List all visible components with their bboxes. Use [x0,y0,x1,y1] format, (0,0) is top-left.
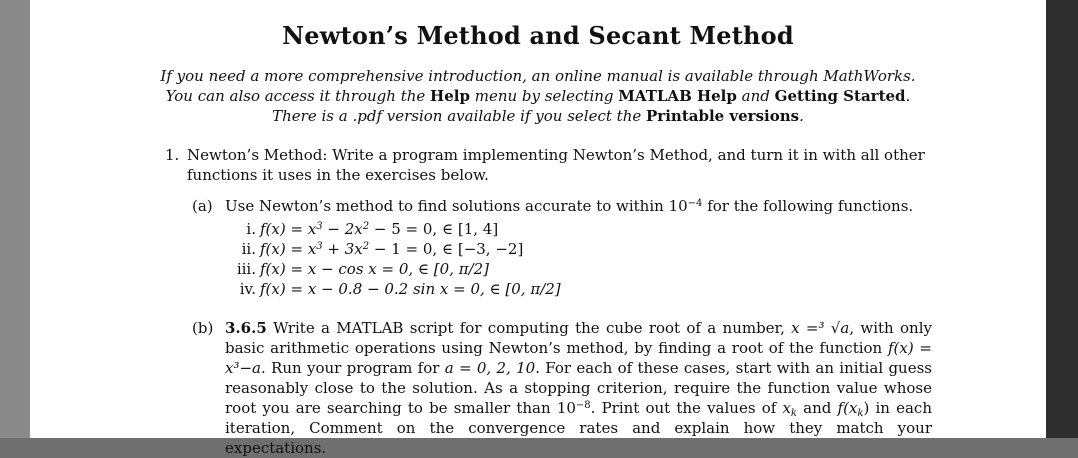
equation-item [198,259,698,279]
fxk-expr [838,399,864,417]
eq-lhs: f(x) = x − cos x = 0, ∈ [0, π/2] [260,260,490,278]
part-b-t5: . Print out the values of [590,399,777,417]
eq-rhs: − 1 = 0, ∈ [−3, −2] [369,240,524,258]
eq-exp2: 2 [362,221,370,232]
printable-versions-ref: Printable versions [646,107,800,125]
exercise-number: 3.6.5 [225,319,267,337]
equation-item [198,219,698,239]
eq-lhs: f(x) = x [260,240,317,258]
eq-exp2: 2 [362,241,370,252]
viewer-left-margin [0,0,30,438]
equation-item [198,279,698,299]
getting-started-ref: Getting Started [774,87,906,105]
function-expr: f(x) = x³−a [225,339,932,377]
part-b-and: and [803,399,832,417]
intro-text-3: . There is a .pdf version available if you select the [272,87,911,125]
help-menu-ref: Help [430,87,470,105]
part-a-text [225,196,932,216]
xk-expr [782,399,797,417]
matlab-help-ref: MATLAB Help [618,87,737,105]
equation-number: i. [246,220,256,238]
intro-text-4: . [799,107,804,125]
eq-mid: − 2x [322,220,363,238]
part-b-text [225,318,932,458]
equation-expression [260,259,489,279]
part-a-label: (a) [192,197,213,215]
problem-1 [165,145,930,185]
part-b-t6: ) in each iteration, Comment on the convergence rates and explain how they match your expectations. [225,399,932,457]
equation-number: ii. [241,240,256,258]
viewer-scrollbar-area[interactable] [1046,0,1078,438]
equation-list [198,219,698,299]
equation-item [198,239,698,259]
part-b [192,318,932,458]
fxk-sub: k [857,408,864,419]
eq-rhs: − 5 = 0, ∈ [1, 4] [369,220,499,238]
cube-root-expr: x =³ √a [791,319,850,337]
part-b-t3: . Run your program for [260,359,440,377]
intro-and: and [741,87,770,105]
equation-number: iii. [236,260,256,278]
equation-expression [260,219,498,239]
part-b-label: (b) [192,319,214,337]
eq-lhs: f(x) = x [260,220,317,238]
equation-expression [260,239,523,259]
part-b-t1: Write a MATLAB script for computing the cube root of a number, [273,319,785,337]
eq-exp1: 3 [316,221,323,232]
part-a [192,196,932,216]
xk-sub: k [790,408,797,419]
intro-text-2: menu by selecting [474,87,614,105]
stop-exponent: −8 [575,400,591,411]
part-a-text-after: for the following functions. [707,197,914,215]
intro-text-1: If you need a more comprehensive introduction, an online manual is available through MathWorks. You can also access it through the [160,67,916,105]
equation-number: iv. [239,280,256,298]
problem-number: 1. [165,146,180,164]
xk-var: x [782,399,791,417]
eq-lhs: f(x) = x − 0.8 − 0.2 sin x = 0, ∈ [0, π/2] [260,280,561,298]
part-b-t2: , with only basic arithmetic operations using Newton’s method, by finding a root of the function [225,319,932,357]
part-b-t4: . For each of these cases, start with an initial guess reasonably close to the solution. As a stopping criterion, require the function value whose root you are searching to be smaller than 10 [225,359,932,417]
page-title: Newton’s Method and Secant Method [282,21,794,50]
tolerance-exponent: −4 [687,198,703,209]
fxk-var: f(x [837,399,858,417]
part-a-text-before: Use Newton’s method to find solutions accurate to within 10 [225,197,688,215]
equation-expression [260,279,561,299]
eq-mid: + 3x [322,240,363,258]
document-page [30,0,1046,457]
eq-exp1: 3 [316,241,323,252]
a-values: a = 0, 2, 10 [444,359,536,377]
problem-1-text: Newton’s Method: Write a program implementing Newton’s Method, and turn it in with all other functions it uses in the exercises below. [187,146,925,184]
intro-paragraph [145,66,931,126]
